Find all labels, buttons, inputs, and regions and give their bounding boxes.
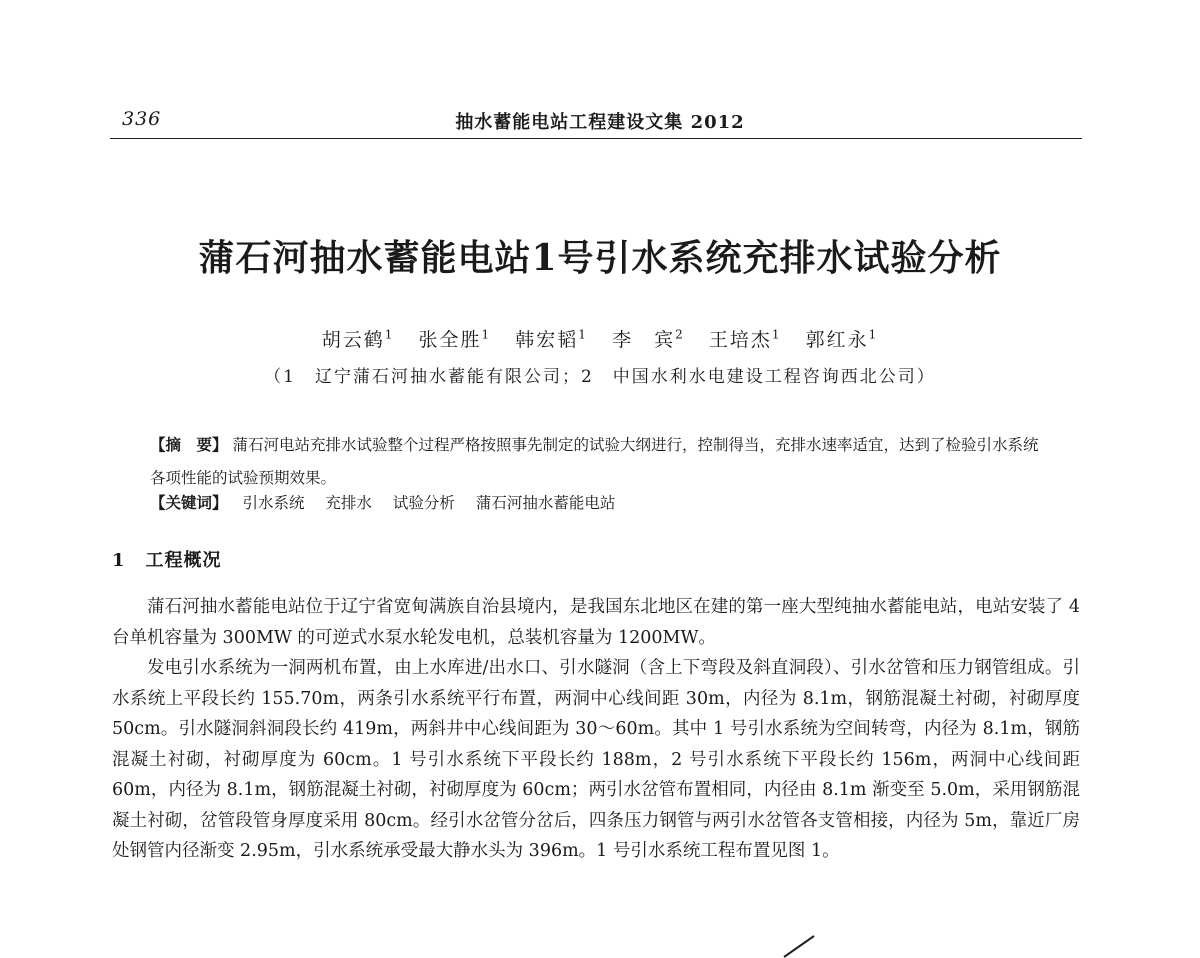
keyword: 试验分析 xyxy=(392,494,455,512)
abstract-label: 【摘 要】 xyxy=(150,435,228,454)
keyword: 充排水 xyxy=(325,494,372,512)
affiliations: （1 辽宁蒲石河抽水蓄能有限公司；2 中国水利水电建设工程咨询西北公司） xyxy=(264,367,936,387)
abstract xyxy=(150,428,1050,495)
author: 张全胜$^1$ xyxy=(418,327,492,351)
running-header: 抽水蓄能电站工程建设文集 2012 xyxy=(455,112,745,133)
section-title: 工程概况 xyxy=(145,550,222,571)
keywords xyxy=(150,491,1050,513)
keyword: 蒲石河抽水蓄能电站 xyxy=(475,494,616,512)
author: 王培杰$^1$ xyxy=(708,327,782,351)
author: 郭红永$^1$ xyxy=(805,327,879,351)
body-text xyxy=(112,592,1080,867)
author: 韩宏韬$^1$ xyxy=(515,327,588,351)
paragraph: 发电引水系统为一洞两机布置，由上水库进/出水口、引水隧洞（含上下弯段及斜直洞段）、引水岔管和压力钢管组成。引水系统上平段长约 155.70m，两条引水系统平行布置，两洞中心线间距 30m，内径为 8.1m，钢筋混凝土衬砌，衬砌厚度 50cm。引水隧洞斜洞段长约 419m，两斜井中心线间距为 30～60m。其中 1 号引水系统为空间转弯，内径为 8.1m，钢筋混凝土衬砌，衬砌厚度为 60cm。1 号引水系统下平段长约 188m，2 号引水系统下平段长约 156m，两洞中心线间距 60m，内径为 8.1m，钢筋混凝土衬砌，衬砌厚度为 60cm；两引水岔管布置相同，内径由 8.1m 渐变至 5.0m，采用钢筋混凝土衬砌，岔管段管身厚度采用 80cm。经引水岔管分岔后，四条压力钢管与两引水岔管各支管相接，内径为 5m，靠近厂房处钢管内径渐变 2.95m，引水系统承受最大静水头为 396m。1 号引水系统工程布置见图 1。 xyxy=(112,658,1080,861)
author: 李 宾$^2$ xyxy=(612,327,685,351)
page-number: 336 xyxy=(122,108,162,130)
section-number: 1 xyxy=(112,550,126,571)
article-title: 蒲石河抽水蓄能电站1号引水系统充排水试验分析 xyxy=(198,237,1002,279)
keywords-label: 【关键词】 xyxy=(150,493,228,512)
scan-mark-icon xyxy=(782,934,816,958)
author: 胡云鹤$^1$ xyxy=(321,327,395,351)
header-rule xyxy=(110,138,1082,139)
paragraph: 蒲石河抽水蓄能电站位于辽宁省宽甸满族自治县境内，是我国东北地区在建的第一座大型纯抽水蓄能电站，电站安装了 4 台单机容量为 300MW 的可逆式水泵水轮发电机，总装机容量为 1200MW。 xyxy=(112,597,1080,648)
keyword: 引水系统 xyxy=(242,494,305,512)
author-list xyxy=(0,325,1200,352)
abstract-text: 蒲石河电站充排水试验整个过程严格按照事先制定的试验大纲进行，控制得当，充排水速率适宜，达到了检验引水系统各项性能的试验预期效果。 xyxy=(150,436,1039,487)
section-heading xyxy=(112,546,222,572)
